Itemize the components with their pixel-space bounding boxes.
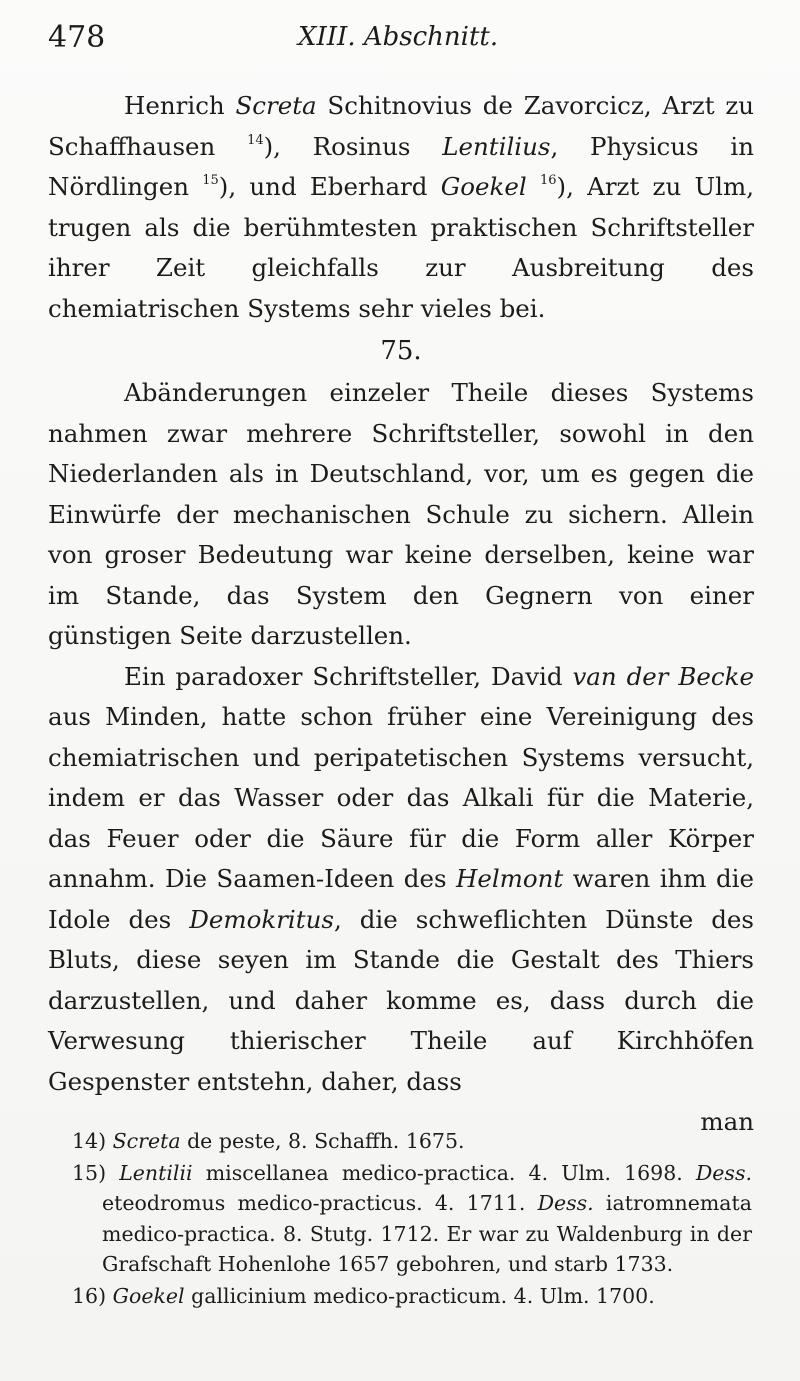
author-abbrev: Dess. <box>537 1191 594 1215</box>
text-run: aus Minden, hatte schon früher eine Vereinigung des chemiatrischen und peripatetischen Systems versucht, indem er das Wasser oder das Alkali für die Materie, das Feuer oder die Säure für die Form aller Körper annahm. Die Saamen-Ideen des <box>48 702 754 893</box>
footnote-14 <box>72 1126 752 1157</box>
text-run: Ein paradoxer Schriftsteller, David <box>124 661 573 691</box>
author-name: van der Becke <box>572 661 754 691</box>
text-run: miscellanea medico-practica. 4. Ulm. 1698. <box>192 1160 696 1185</box>
section-number: 75. <box>380 336 422 366</box>
text-run: ), Rosinus <box>263 131 443 161</box>
footnotes <box>72 1126 752 1312</box>
author-abbrev: Dess. <box>695 1160 752 1185</box>
text-run: ), und Eberhard <box>218 172 441 201</box>
footnote-ref: 14 <box>247 132 264 148</box>
footnote-15 <box>72 1158 752 1280</box>
text-run: Schitnovius de Zavorcicz, Arzt zu Schaffhausen <box>48 91 755 161</box>
paragraph-3 <box>48 657 754 1103</box>
catchword: man <box>700 1107 754 1136</box>
text-run <box>527 172 540 201</box>
text-run: , die schweflichten Dünste des Bluts, diese seyen im Stande die Gestalt des Thiers darzustellen, und daher komme es, dass durch die Verwesung thierischer Theile auf Kirchhöfen Gespenster entstehn, daher, dass <box>48 904 754 1096</box>
author-name: Lentilii <box>119 1160 193 1185</box>
footnote-number: 14) <box>72 1129 107 1153</box>
author-name: Goekel <box>440 172 527 201</box>
author-name: Lentilius <box>442 131 551 161</box>
text-run: waren ihm die Idole des <box>48 864 754 934</box>
running-title: XIII. Abschnitt. <box>298 22 499 52</box>
footnote-ref: 15 <box>202 173 219 188</box>
paragraph-1 <box>48 86 754 329</box>
footnote-number: 16) <box>72 1283 107 1308</box>
author-name: Goekel <box>112 1283 185 1308</box>
footnote-16 <box>72 1281 752 1312</box>
text-run: ), Arzt zu Ulm, trugen als die berühmtesten praktischen Schriftsteller ihrer Zeit gleichfalls zur Ausbreitung des chemiatrischen Systems sehr vieles bei. <box>48 172 754 323</box>
paragraph-2: Abänderungen einzeler Theile dieses Systems nahmen zwar mehrere Schriftsteller, sowohl in den Niederlanden als in Deutschland, vor, um es gegen die Einwürfe der mechanischen Schule zu sichern. Allein von groser Bedeutung war keine derselben, keine war im Stande, das System den Gegnern von einer günstigen Seite darzustellen. <box>48 378 754 650</box>
body-text <box>48 86 754 1143</box>
text-run: gallicinium medico-practicum. 4. Ulm. 1700. <box>184 1283 655 1308</box>
author-name: Helmont <box>455 864 564 893</box>
page-number: 478 <box>48 20 106 55</box>
text-run: Henrich <box>124 91 236 120</box>
text-run: eteodromus medico-practicus. 4. 1711. <box>102 1191 538 1215</box>
author-name: Screta <box>235 91 317 120</box>
page-header <box>48 20 752 72</box>
text-run: , Physicus in Nördlingen <box>48 131 754 201</box>
text-run: iatromnemata medico-practica. 8. Stutg. 1712. Er war zu Waldenburg in der Grafschaft Hohenlohe 1657 gebohren, und starb 1733. <box>102 1191 752 1276</box>
footnote-number: 15) <box>72 1160 107 1185</box>
author-name: Demokritus <box>189 904 334 934</box>
text-run: de peste, 8. Schaffh. 1675. <box>180 1129 465 1153</box>
author-name: Screta <box>112 1129 181 1153</box>
footnote-ref: 16 <box>539 173 557 188</box>
